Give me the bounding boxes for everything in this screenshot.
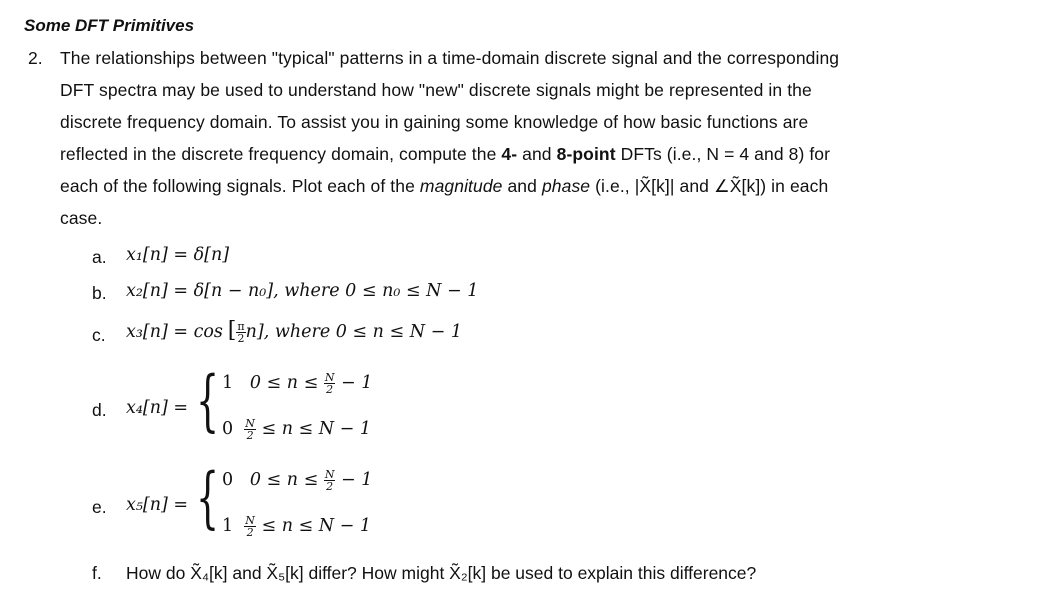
frac-num: N [245,514,255,527]
item-c-rest: n], where 0 ≤ n ≤ N − 1 [245,322,462,342]
item-d-row2-frac [244,418,256,441]
item-e-row2-cond-post: ≤ n ≤ N − 1 [261,516,372,536]
frac-den: 2 [246,526,254,539]
item-d-row1-frac [324,372,336,395]
item-e-row1 [222,469,372,492]
item-f-text: How do X̃₄[k] and X̃₅[k] differ? How might X̃₂[k] be used to explain this difference? [126,563,757,583]
frac-num: N [324,468,335,481]
frac-den: 2 [326,480,334,493]
intro-line-6: case. [60,208,103,228]
item-d-row1-val: 1 [222,373,234,393]
item-a-expr: x₁[n] = δ[n] [126,245,230,265]
item-f-label: f. [92,563,102,583]
frac-den: 2 [246,429,254,442]
item-d-row2 [222,418,371,441]
item-e-row2-val: 1 [222,516,234,536]
line4-mid: and [517,144,557,164]
line4-pre: reflected in the discrete frequency domain, compute the [60,144,502,164]
line4-bold-8point: 8-point [556,144,616,164]
item-c-frac-den: 2 [237,331,245,345]
item-e-row1-cond-post: − 1 [341,470,373,490]
item-e-row2-frac [244,515,256,538]
item-d-label: d. [92,400,107,420]
item-e-row2 [222,515,371,538]
line5-mid: and [502,176,542,196]
intro-line-5 [60,176,828,197]
item-e-brace: { [196,459,220,536]
item-e-row1-val: 0 [222,470,234,490]
item-a-label: a. [92,247,107,267]
line5-magnitude: magnitude [419,176,503,196]
item-c-frac-num: π [237,319,245,333]
item-d-row1-cond-pre: 0 ≤ n ≤ [249,373,319,393]
question-number: 2. [28,48,43,68]
line4-post: DFTs (i.e., N = 4 and 8) for [615,144,831,164]
item-c-label: c. [92,325,106,345]
intro-line-1: The relationships between "typical" patterns in a time-domain discrete signal and the corresponding [60,48,840,68]
item-d-row2-cond-post: ≤ n ≤ N − 1 [261,419,372,439]
frac-den: 2 [326,383,334,396]
frac-num: N [324,371,335,384]
section-title: Some DFT Primitives [24,16,195,35]
intro-line-4 [60,144,830,165]
item-b-expr: x₂[n] = δ[n − n₀], where 0 ≤ n₀ ≤ N − 1 [126,281,479,301]
item-c-expr [126,318,462,344]
item-d-row1 [222,372,372,395]
line5-phase: phase [541,176,591,196]
item-e-label: e. [92,497,107,517]
item-e-lhs: x₅[n] = [126,495,189,515]
item-d-lhs: x₄[n] = [126,398,189,418]
intro-line-3: discrete frequency domain. To assist you in gaining some knowledge of how basic functions are [60,112,809,132]
line4-bold-4: 4- [501,144,518,164]
item-d-row1-cond-post: − 1 [341,373,373,393]
item-b-label: b. [92,283,107,303]
item-e-row1-frac [324,469,336,492]
item-d-row2-val: 0 [222,419,234,439]
item-d-brace: { [196,362,220,439]
line5-post: (i.e., |X̃[k]| and ∠X̃[k]) in each [590,176,829,196]
item-c-lhs: x₃[n] = cos [126,322,223,342]
item-c-fraction [236,321,245,344]
frac-num: N [245,417,255,430]
line5-pre: each of the following signals. Plot each of the [60,176,420,196]
item-c-left-bracket: [ [227,318,237,343]
item-e-row1-cond-pre: 0 ≤ n ≤ [249,470,319,490]
intro-line-2: DFT spectra may be used to understand how "new" discrete signals might be represented in the [60,80,812,100]
